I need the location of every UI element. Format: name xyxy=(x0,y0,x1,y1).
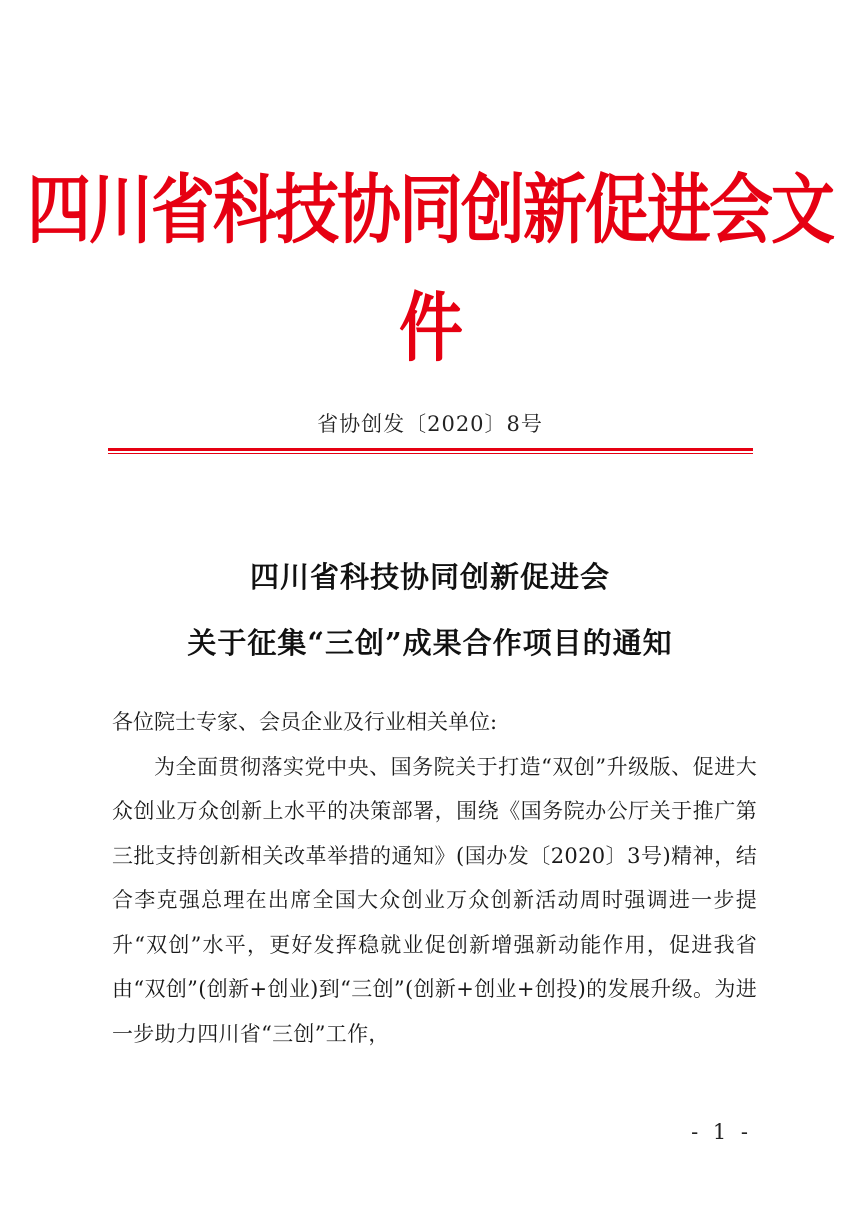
document-number: 省协创发〔2020〕8号 xyxy=(317,412,543,436)
salutation: 各位院士专家、会员企业及行业相关单位: xyxy=(112,710,498,734)
red-rule-thin-line xyxy=(108,453,753,454)
body-paragraph: 为全面贯彻落实党中央、国务院关于打造“双创”升级版、促进大众创业万众创新上水平的决策部署，围绕《国务院办公厅关于推广第三批支持创新相关改革举措的通知》(国办发〔2020〕3号)精神，结合李克强总理在出席全国大众创业万众创新活动周时强调进一步提升“双创”水平，更好发挥稳就业促创新增强新动能作用，促进我省由“双创”(创新+创业)到“三创”(创新+创业+创投)的发展升级。为进一步助力四川省“三创”工作， xyxy=(112,754,757,1046)
notice-title-subject: 关于征集“三创”成果合作项目的通知 xyxy=(187,626,673,660)
red-separator-rule xyxy=(108,448,753,456)
red-rule-thick-line xyxy=(108,448,753,451)
document-masthead: 四川省科技协同创新促进会文件 xyxy=(27,167,833,373)
notice-body xyxy=(112,700,757,1056)
notice-title-issuer: 四川省科技协同创新促进会 xyxy=(249,560,610,594)
page-number: - 1 - xyxy=(691,1120,752,1144)
